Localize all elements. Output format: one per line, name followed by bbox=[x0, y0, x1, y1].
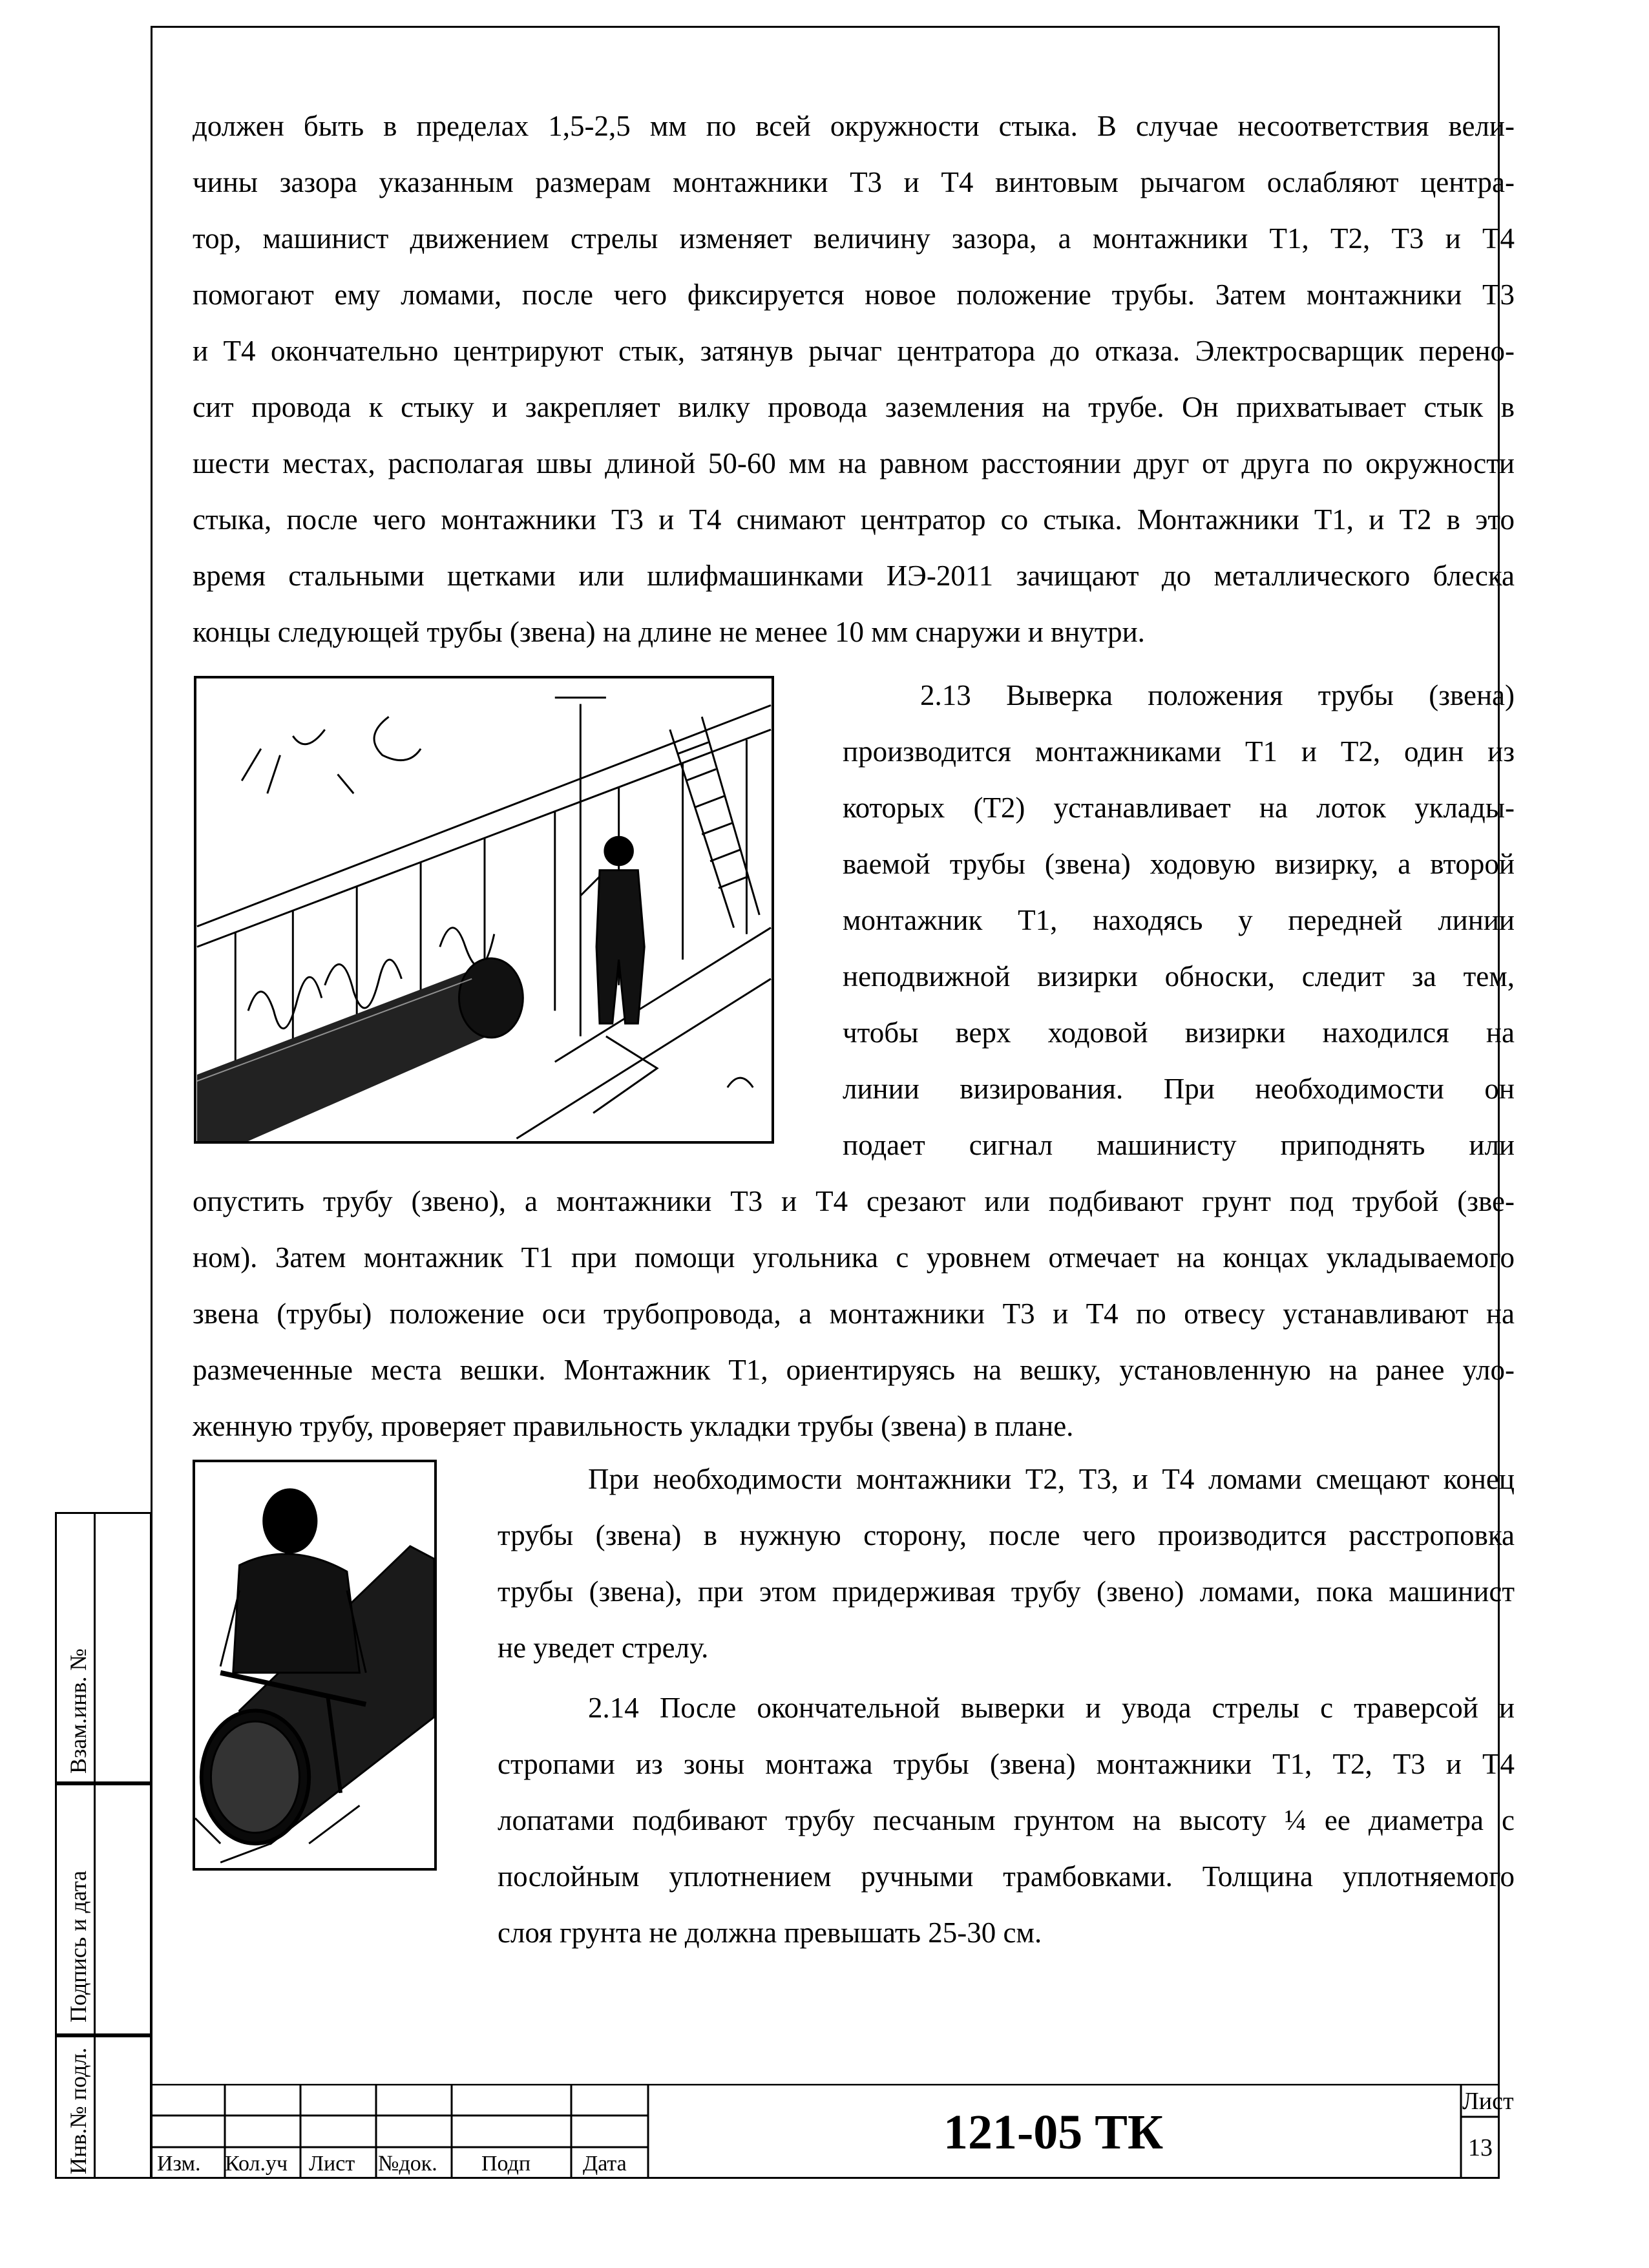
text-line: слоя грунта не должна превышать 25-30 см. bbox=[498, 1916, 1042, 1949]
side-label-vzam: Взам.инв. № bbox=[65, 1648, 91, 1774]
text-line: должен быть в пределах 1,5-2,5 мм по всей окружности стыка. В случае несоответствия вели- bbox=[193, 110, 1515, 142]
text-line: 2.14 После окончательной выверки и увода стрелы с траверсой и bbox=[588, 1692, 1515, 1724]
side-label-podpis: Подпись и дата bbox=[65, 1871, 91, 2022]
text-line: сит провода к стыку и закрепляет вилку провода заземления на трубе. Он прихватывает стык в bbox=[193, 391, 1515, 423]
text-line: трубы (звена) в нужную сторону, после чего производится расстроповка bbox=[498, 1519, 1515, 1551]
text-line: чтобы верх ходовой визирки находился на bbox=[843, 1016, 1515, 1049]
text-line: ваемой трубы (звена) ходовую визирку, а второй bbox=[843, 848, 1515, 880]
text-line: время стальными щетками или шлифмашинками ИЭ-2011 зачищают до металлического блеска bbox=[193, 560, 1515, 592]
text-line: монтажник Т1, находясь у передней линии bbox=[843, 904, 1515, 936]
side-label-inv: Инв.№ подл. bbox=[65, 2047, 91, 2174]
text-line: неподвижной визирки обноски, следит за тем, bbox=[843, 960, 1515, 992]
text-line: помогают ему ломами, после чего фиксируется новое положение трубы. Затем монтажники Т3 bbox=[193, 278, 1515, 311]
text-line: линии визирования. При необходимости он bbox=[843, 1073, 1515, 1105]
text-line: звена (трубы) положение оси трубопровода, а монтажники Т3 и Т4 по отвесу устанавливают на bbox=[193, 1297, 1515, 1330]
text-line: ном). Затем монтажник Т1 при помощи угольника с уровнем отмечает на концах укладываемого bbox=[193, 1241, 1515, 1274]
stamp-col-podp: Подп bbox=[481, 2152, 531, 2176]
sheet-number: 13 bbox=[1468, 2134, 1493, 2161]
text-line: производится монтажниками Т1 и Т2, один из bbox=[843, 735, 1515, 768]
text-line: 2.13 Выверка положения трубы (звена) bbox=[920, 679, 1515, 711]
text-line: опустить трубу (звено), а монтажники Т3 и Т4 срезают или подбивают грунт под трубой (зве- bbox=[193, 1185, 1515, 1217]
text-line: женную трубу, проверяет правильность укладки трубы (звена) в плане. bbox=[193, 1410, 1074, 1442]
figure-pipe-marking bbox=[193, 1460, 437, 1871]
stamp-col-list: Лист bbox=[309, 2152, 355, 2176]
document-code: 121-05 ТК bbox=[943, 2105, 1164, 2159]
text-line: размеченные места вешки. Монтажник Т1, ориентируясь на вешку, установленную на ранее уло- bbox=[193, 1354, 1515, 1386]
text-line: лопатами подбивают трубу песчаным грунтом на высоту ¼ ее диаметра с bbox=[498, 1804, 1515, 1836]
figure-trench-sighting bbox=[194, 676, 774, 1144]
text-line: подает сигнал машинисту приподнять или bbox=[843, 1129, 1515, 1161]
text-line: не уведет стрелу. bbox=[498, 1632, 709, 1664]
text-line: и Т4 окончательно центрируют стык, затянув рычаг центратора до отказа. Электросварщик перено- bbox=[193, 335, 1515, 367]
text-line: трубы (звена), при этом придерживая трубу (звено) ломами, пока машинист bbox=[498, 1575, 1515, 1608]
trench-sighting-drawing bbox=[196, 678, 772, 1141]
stamp-col-izm: Изм. bbox=[157, 2152, 201, 2176]
text-line: тор, машинист движением стрелы изменяет величину зазора, а монтажники Т1, Т2, Т3 и Т4 bbox=[193, 222, 1515, 255]
text-line: стыка, после чего монтажники Т3 и Т4 снимают центратор со стыка. Монтажники Т1, и Т2 в это bbox=[193, 503, 1515, 536]
stamp-col-koluch: Кол.уч bbox=[225, 2152, 288, 2176]
text-line: При необходимости монтажники Т2, Т3, и Т4 ломами смещают конец bbox=[588, 1463, 1515, 1495]
sheet-label: Лист bbox=[1462, 2088, 1514, 2115]
stamp-col-data: Дата bbox=[583, 2152, 627, 2176]
side-stamp-divider bbox=[94, 1512, 96, 2179]
text-line: послойным уплотнением ручными трамбовками. Толщина уплотняемого bbox=[498, 1860, 1515, 1893]
text-line: стропами из зоны монтажа трубы (звена) монтажники Т1, Т2, Т3 и Т4 bbox=[498, 1748, 1515, 1780]
text-line: чины зазора указанным размерам монтажники Т3 и Т4 винтовым рычагом ослабляют центра- bbox=[193, 166, 1515, 198]
pipe-marking-drawing bbox=[195, 1462, 434, 1868]
text-line: шести местах, располагая швы длиной 50-60 мм на равном расстоянии друг от друга по окружности bbox=[193, 447, 1515, 479]
stamp-col-ndok: №док. bbox=[378, 2152, 437, 2176]
text-line: концы следующей трубы (звена) на длине не менее 10 мм снаружи и внутри. bbox=[193, 616, 1145, 648]
text-line: которых (Т2) устанавливает на лоток уклады- bbox=[843, 792, 1515, 824]
